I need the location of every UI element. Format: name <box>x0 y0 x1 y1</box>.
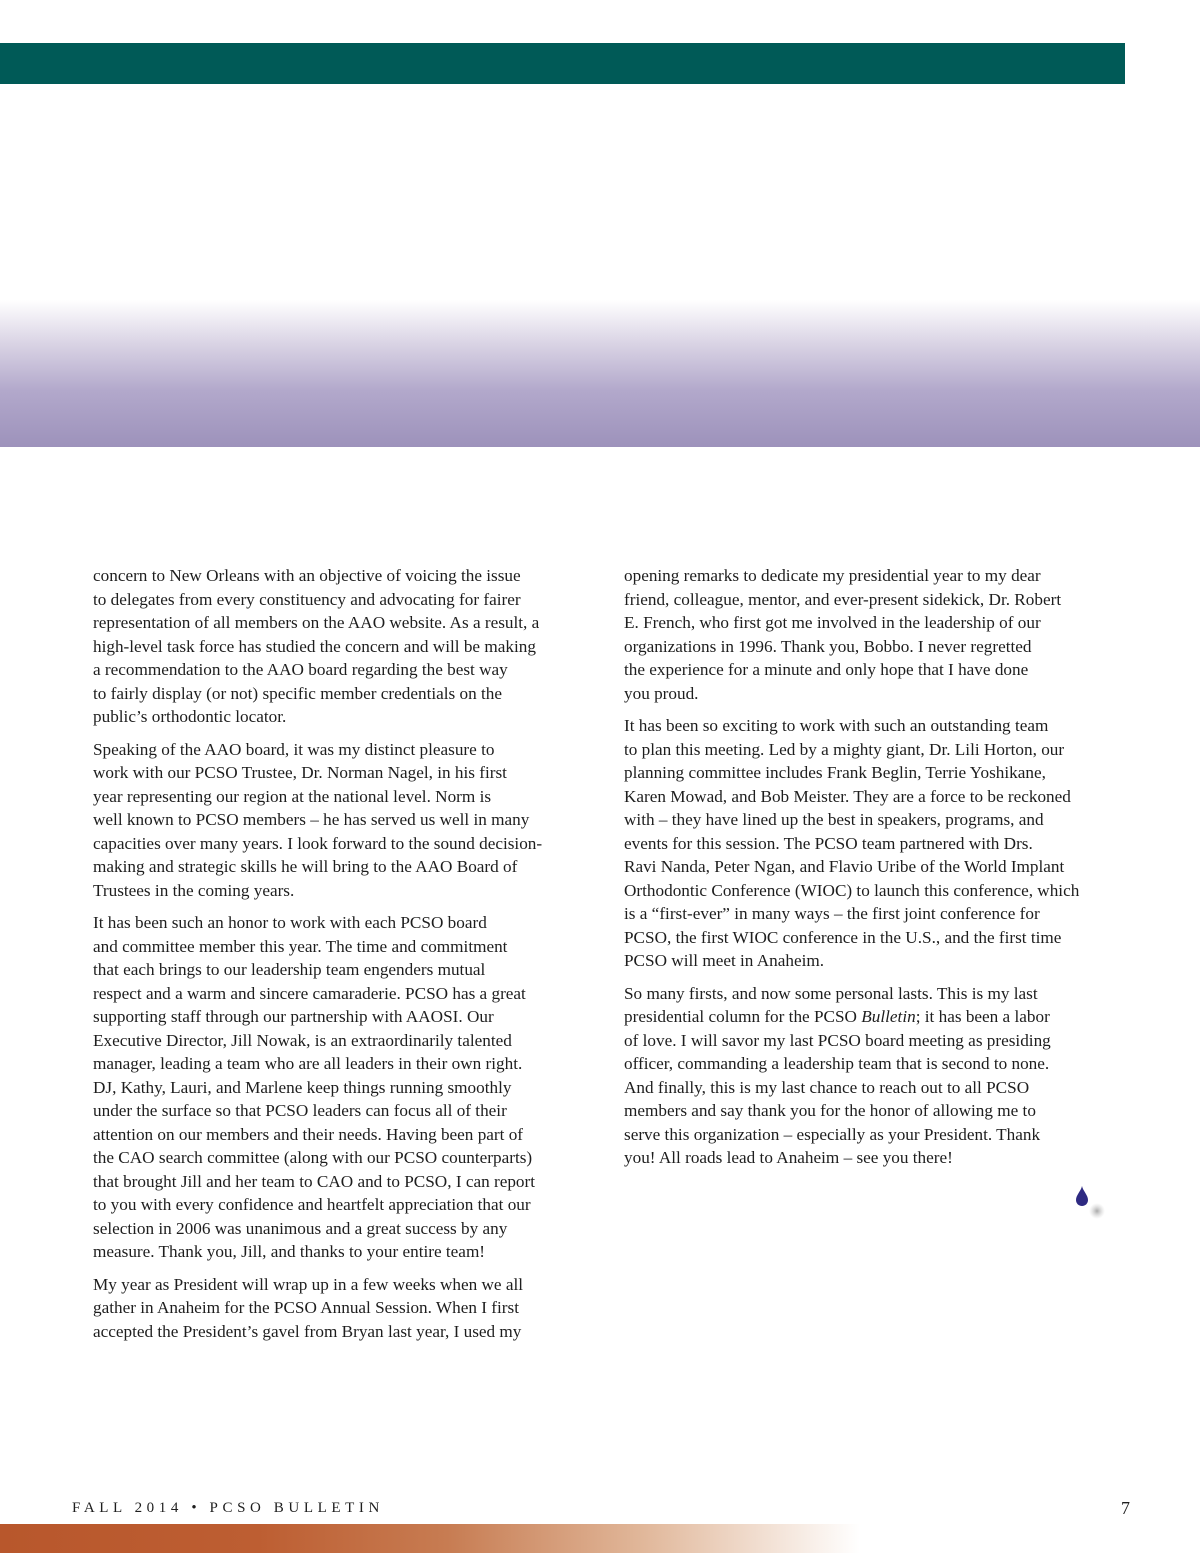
text-line: And finally, this is my last chance to reach out to all PCSO <box>624 1077 1030 1097</box>
text-line: work with our PCSO Trustee, Dr. Norman Nagel, in his first <box>93 763 507 782</box>
text-line: is a “first-ever” in many ways – the first joint conference for <box>624 904 1040 923</box>
text-line: making and strategic skills he will bring to the AAO Board of <box>93 857 518 876</box>
text-line: selection in 2006 was unanimous and a great success by any <box>93 1218 508 1238</box>
paragraph <box>93 738 593 903</box>
paragraph <box>93 911 593 1264</box>
text-line: opening remarks to dedicate my presidential year to my dear <box>624 566 1041 585</box>
text-line: gather in Anaheim for the PCSO Annual Session. When I first <box>93 1298 519 1317</box>
text-line: capacities over many years. I look forward to the sound decision- <box>93 833 543 853</box>
text-line: with – they have lined up the best in speakers, programs, and <box>624 810 1044 829</box>
text-line: DJ, Kathy, Lauri, and Marlene keep things running smoothly <box>93 1077 512 1097</box>
text-line: serve this organization – especially as your President. Thank <box>624 1124 1041 1144</box>
text-line: PCSO, the first WIOC conference in the U.S., and the first time <box>624 927 1062 947</box>
text-line: respect and a warm and sincere camaraderie. PCSO has a great <box>93 983 526 1003</box>
text-line: the experience for a minute and only hope that I have done <box>624 660 1029 679</box>
text-line: to delegates from every constituency and advocating for fairer <box>93 589 521 609</box>
text-line: organizations in 1996. Thank you, Bobbo. I never regretted <box>624 636 1032 656</box>
text-line: public’s orthodontic locator. <box>93 707 287 726</box>
text-line: representation of all members on the AAO website. As a result, a <box>93 613 540 632</box>
text-line: Orthodontic Conference (WIOC) to launch this conference, which <box>624 880 1080 900</box>
text-line: events for this session. The PCSO team partnered with Drs. <box>624 833 1033 853</box>
text-line: It has been such an honor to work with each PCSO board <box>93 913 487 932</box>
text-line: to fairly display (or not) specific member credentials on the <box>93 683 503 703</box>
text-line: the CAO search committee (along with our PCSO counterparts) <box>93 1148 533 1167</box>
article-right-column <box>624 564 1124 1179</box>
page-number: 7 <box>1121 1498 1130 1518</box>
text-line: Trustees in the coming years. <box>93 880 295 900</box>
text-line: well known to PCSO members – he has served us well in many <box>93 810 530 829</box>
text-line: that brought Jill and her team to CAO and to PCSO, I can report <box>93 1171 536 1191</box>
text-run: presidential column for the PCSO <box>624 1007 862 1026</box>
paragraph <box>93 564 593 729</box>
text-line: that each brings to our leadership team engenders mutual <box>93 960 486 979</box>
text-line: Karen Mowad, and Bob Meister. They are a force to be reckoned <box>624 786 1071 806</box>
text-line: members and say thank you for the honor of allowing me to <box>624 1101 1036 1120</box>
text-line: year representing our region at the national level. Norm is <box>93 786 492 806</box>
text-line: and committee member this year. The time and commitment <box>93 936 508 956</box>
header-gradient-band <box>0 300 1200 447</box>
text-line: attention on our members and their needs. Having been part of <box>93 1124 524 1144</box>
drop-icon <box>1074 1185 1108 1221</box>
text-line: My year as President will wrap up in a few weeks when we all <box>93 1274 524 1294</box>
text-line: supporting staff through our partnership with AAOSI. Our <box>93 1007 494 1026</box>
publication-title: Bulletin <box>861 1007 916 1026</box>
text-line: under the surface so that PCSO leaders can focus all of their <box>93 1101 507 1120</box>
text-line: a recommendation to the AAO board regarding the best way <box>93 660 508 679</box>
article-left-column <box>93 564 593 1352</box>
text-line: officer, commanding a leadership team that is second to none. <box>624 1054 1050 1073</box>
text-line: PCSO will meet in Anaheim. <box>624 951 825 970</box>
text-line: Ravi Nanda, Peter Ngan, and Flavio Uribe of the World Implant <box>624 857 1065 876</box>
footer-publication-label: FALL 2014 • PCSO BULLETIN <box>72 1500 384 1516</box>
text-line: of love. I will savor my last PCSO board meeting as presiding <box>624 1030 1051 1050</box>
top-color-bar <box>0 43 1125 84</box>
text-line: Speaking of the AAO board, it was my distinct pleasure to <box>93 739 495 759</box>
text-line: E. French, who first got me involved in the leadership of our <box>624 613 1041 632</box>
text-line: you proud. <box>624 683 699 703</box>
text-run: ; it has been a labor <box>915 1007 1050 1026</box>
paragraph <box>624 714 1124 973</box>
text-line <box>624 1005 1124 1029</box>
text-line: It has been so exciting to work with such an outstanding team <box>624 716 1049 735</box>
paragraph <box>93 1273 593 1344</box>
text-line: So many firsts, and now some personal lasts. This is my last <box>624 983 1038 1003</box>
text-line: friend, colleague, mentor, and ever-present sidekick, Dr. Robert <box>624 589 1062 609</box>
text-line: concern to New Orleans with an objective of voicing the issue <box>93 566 521 585</box>
text-line: accepted the President’s gavel from Bryan last year, I used my <box>93 1321 522 1341</box>
text-line: planning committee includes Frank Beglin, Terrie Yoshikane, <box>624 763 1046 782</box>
text-line: you! All roads lead to Anaheim – see you there! <box>624 1148 953 1167</box>
text-line: high-level task force has studied the concern and will be making <box>93 636 536 656</box>
paragraph <box>624 564 1124 705</box>
text-line: measure. Thank you, Jill, and thanks to your entire team! <box>93 1242 486 1261</box>
text-line: manager, leading a team who are all leaders in their own right. <box>93 1054 523 1073</box>
text-line: Executive Director, Jill Nowak, is an extraordinarily talented <box>93 1030 512 1050</box>
paragraph <box>624 982 1124 1170</box>
bottom-color-bar <box>0 1524 860 1553</box>
text-line: to you with every confidence and heartfelt appreciation that our <box>93 1195 531 1214</box>
text-line: to plan this meeting. Led by a mighty giant, Dr. Lili Horton, our <box>624 739 1065 759</box>
